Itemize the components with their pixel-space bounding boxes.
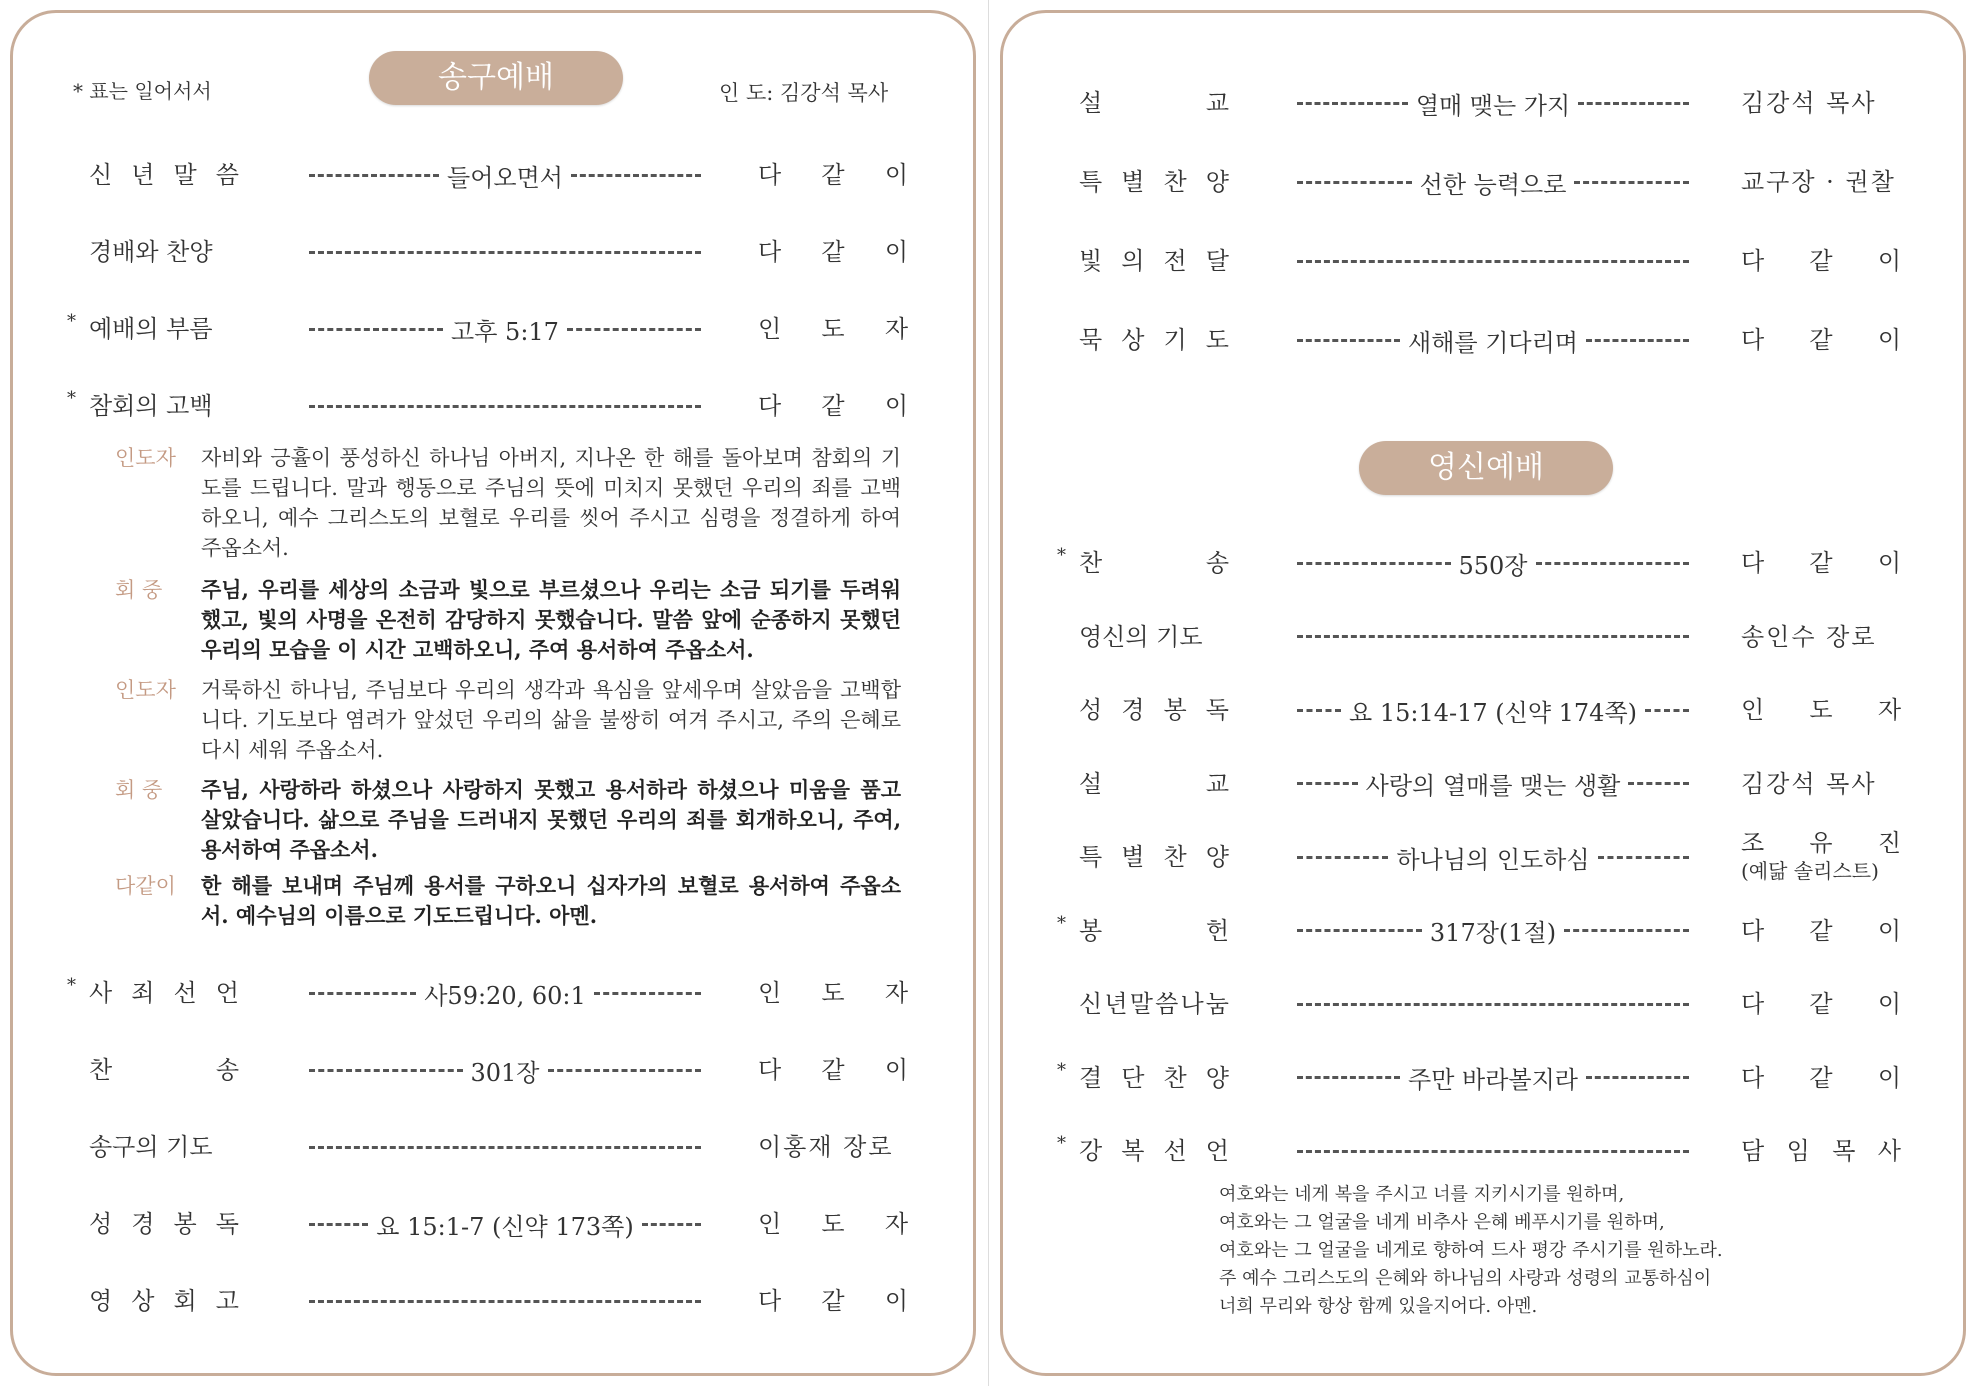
item-leader-line xyxy=(1297,909,1689,953)
item-leader-line xyxy=(309,1125,701,1169)
item-leader-line xyxy=(1297,835,1689,879)
right-row xyxy=(1003,318,1963,362)
section-title-songgu: 송구예배 xyxy=(369,51,623,105)
item-responsible: 조 유 진 (예닮 솔리스트) xyxy=(1741,829,1901,883)
response-speaker: 인도자 xyxy=(115,678,176,702)
item-responsible: 다 같 이 xyxy=(1741,549,1901,577)
item-title: 빛 의 전 달 xyxy=(1079,247,1229,275)
item-leader-line xyxy=(1297,81,1689,125)
item-responsible: 다 같 이 xyxy=(1741,326,1901,354)
item-responsible: 이홍재 장로 xyxy=(758,1133,894,1161)
item-title: 영신의 기도 xyxy=(1079,622,1203,651)
item-leader-line xyxy=(309,384,701,428)
standing-marker: * xyxy=(1057,912,1066,934)
item-title: 경배와 찬양 xyxy=(89,238,213,266)
response-speaker: 회 중 xyxy=(115,778,163,802)
item-detail: 열매 맺는 가지 xyxy=(1415,91,1571,120)
benediction-line: 너희 무리와 항상 함께 있을지어다. 아멘. xyxy=(1219,1296,1538,1317)
item-detail: 주만 바라볼지라 xyxy=(1408,1066,1578,1094)
item-leader-line xyxy=(1297,615,1689,659)
item-leader-line xyxy=(309,1279,701,1323)
section-title-yeongsin: 영신예배 xyxy=(1359,441,1613,495)
item-detail: 317장(1절) xyxy=(1429,919,1557,947)
item-leader-line xyxy=(1297,1129,1689,1173)
item-responsible: 인 도 자 xyxy=(1741,696,1901,724)
item-title: 찬 송 xyxy=(1079,549,1229,577)
item-responsible: 김강석 목사 xyxy=(1741,89,1877,117)
item-detail: 사59:20, 60:1 xyxy=(424,981,586,1010)
item-detail: 요 15:14-17 (신약 174쪽) xyxy=(1349,698,1637,727)
item-leader-line xyxy=(309,1048,701,1092)
left2-row xyxy=(13,1202,973,1246)
item-title: 성 경 봉 독 xyxy=(89,1210,239,1238)
right2-row xyxy=(1003,1129,1963,1173)
leader-label: 인 도: 김강석 목사 xyxy=(719,81,889,105)
item-leader-line xyxy=(1297,762,1689,806)
right2-row xyxy=(1003,615,1963,659)
right2-row xyxy=(1003,762,1963,806)
right2-row xyxy=(1003,829,1963,883)
response-text: 자비와 긍휼이 풍성하신 하나님 아버지, 지나온 한 해를 돌아보며 참회의 기도를 드립니다. 말과 행동으로 주님의 뜻에 미치지 못했던 우리의 죄를 고백하오니, 예수 그리스도의 보혈로 우리를 씻어 주시고 심령을 정결하게 하여 주옵소서. xyxy=(201,446,901,560)
item-title: 봉 헌 xyxy=(1079,916,1229,945)
item-title: 찬 송 xyxy=(89,1056,239,1084)
item-detail: 새해를 기다리며 xyxy=(1408,328,1578,357)
standing-marker: * xyxy=(1057,545,1066,566)
item-responsible: 다 같 이 xyxy=(1741,990,1901,1018)
item-responsible: 인 도 자 xyxy=(758,1210,908,1238)
item-responsible: 다 같 이 xyxy=(758,238,908,266)
standing-marker: * xyxy=(1057,1059,1066,1081)
right2-row xyxy=(1003,982,1963,1026)
item-responsible: 인 도 자 xyxy=(758,979,908,1007)
benediction-line: 여호와는 그 얼굴을 네게로 향하여 드사 평강 주시기를 원하노라. xyxy=(1219,1240,1723,1261)
right-row xyxy=(1003,239,1963,283)
item-title: 영 상 회 고 xyxy=(89,1287,239,1315)
item-leader-line xyxy=(309,230,701,274)
item-responsible: 다 같 이 xyxy=(758,1287,908,1315)
item-title: 성 경 봉 독 xyxy=(1079,696,1229,724)
item-title: 특 별 찬 양 xyxy=(1079,168,1229,196)
response-text: 한 해를 보내며 주님께 용서를 구하오니 십자가의 보혈로 용서하여 주옵소서. 예수님의 이름으로 기도드립니다. 아멘. xyxy=(201,873,901,928)
item-title: 신 년 말 씀 나 눔 xyxy=(1079,990,1229,1018)
response-speaker: 인도자 xyxy=(115,446,176,470)
response-text: 주님, 우리를 세상의 소금과 빛으로 부르셨으나 우리는 소금 되기를 두려워했고, 빛의 사명을 온전히 감당하지 못했습니다. 말씀 앞에 순종하지 못했던 우리의 모습을 이 시간 고백하오니, 주여 용서하여 주옵소서. xyxy=(201,577,901,662)
item-title: 강 복 선 언 xyxy=(1079,1137,1229,1165)
item-detail: 들어오면서 xyxy=(447,163,563,192)
item-detail: 301장 xyxy=(470,1058,540,1087)
left2-row xyxy=(13,1279,973,1323)
panel-yeongsin xyxy=(1000,10,1966,1376)
right2-row xyxy=(1003,541,1963,585)
item-leader-line xyxy=(1297,160,1689,204)
right-row xyxy=(1003,81,1963,125)
item-responsible: 김강석 목사 xyxy=(1741,769,1877,798)
right-row xyxy=(1003,160,1963,204)
item-detail: 요 15:1-7 (신약 173쪽) xyxy=(376,1212,634,1241)
item-responsible: 다 같 이 xyxy=(1741,1063,1901,1092)
item-detail: 550장 xyxy=(1458,551,1528,580)
left2-row xyxy=(13,1048,973,1092)
left-row xyxy=(13,384,973,428)
standing-marker: * xyxy=(67,388,76,409)
standing-marker: * xyxy=(67,311,76,332)
item-responsible: 인 도 자 xyxy=(758,315,908,343)
item-leader-line xyxy=(309,307,701,351)
item-detail: 하나님의 인도하심 xyxy=(1396,845,1590,874)
item-title: 사 죄 선 언 xyxy=(89,979,239,1007)
item-title: 신 년 말 씀 xyxy=(89,161,239,189)
benediction-text xyxy=(1219,1181,1723,1321)
left-row xyxy=(13,307,973,351)
response-speaker: 다같이 xyxy=(115,874,176,898)
item-leader-line xyxy=(1297,982,1689,1026)
item-leader-line xyxy=(1297,1056,1689,1100)
item-leader-line xyxy=(309,1202,701,1246)
right2-row xyxy=(1003,909,1963,953)
item-responsible: 다 같 이 xyxy=(1741,916,1901,945)
item-responsible: 다 같 이 xyxy=(758,161,908,189)
item-responsible: 다 같 이 xyxy=(1741,247,1901,275)
item-title: 묵 상 기 도 xyxy=(1079,326,1229,354)
item-responsible: 다 같 이 xyxy=(758,1056,908,1084)
item-title: 참회의 고백 xyxy=(89,392,213,420)
standing-note: * 표는 일어서서 xyxy=(73,79,212,103)
response-text: 거룩하신 하나님, 주님보다 우리의 생각과 욕심을 앞세우며 살았음을 고백합니다. 기도보다 염려가 앞섰던 우리의 삶을 불쌍히 여겨 주시고, 주의 은혜로 다시 세워 주옵소서. xyxy=(201,678,901,762)
item-title: 예배의 부름 xyxy=(89,315,213,343)
item-detail: 고후 5:17 xyxy=(451,317,559,346)
item-title: 설 교 xyxy=(1079,89,1229,117)
benediction-line: 여호와는 네게 복을 주시고 너를 지키시기를 원하며, xyxy=(1219,1184,1625,1205)
item-leader-line xyxy=(1297,688,1689,732)
item-responsible: 다 같 이 xyxy=(758,392,908,420)
right2-row xyxy=(1003,1056,1963,1100)
benediction-line: 여호와는 그 얼굴을 네게 비추사 은혜 베푸시기를 원하며, xyxy=(1219,1212,1665,1233)
item-detail: 선한 능력으로 xyxy=(1419,170,1567,199)
item-responsible: 교구장 · 권찰 xyxy=(1741,168,1896,196)
left-row xyxy=(13,153,973,197)
item-title: 송구의 기도 xyxy=(89,1133,213,1161)
page-divider xyxy=(988,0,989,1386)
benediction-line: 주 예수 그리스도의 은혜와 하나님의 사랑과 성령의 교통하심이 xyxy=(1219,1268,1712,1289)
left-row xyxy=(13,230,973,274)
left2-row xyxy=(13,971,973,1015)
item-title: 특 별 찬 양 xyxy=(1079,843,1229,871)
item-leader-line xyxy=(309,153,701,197)
response-text: 주님, 사랑하라 하셨으나 사랑하지 못했고 용서하라 하셨으나 미움을 품고 살았습니다. 삶으로 주님을 드러내지 못했던 우리의 죄를 회개하오니, 주여, 용서하여 주옵소서. xyxy=(201,777,901,862)
response-speaker: 회 중 xyxy=(115,578,163,602)
item-responsible: 송인수 장로 xyxy=(1741,622,1877,651)
item-title: 설 교 xyxy=(1079,769,1229,798)
item-title: 결 단 찬 양 xyxy=(1079,1063,1229,1092)
item-leader-line xyxy=(1297,541,1689,585)
item-leader-line xyxy=(1297,318,1689,362)
left2-row xyxy=(13,1125,973,1169)
right2-row xyxy=(1003,688,1963,732)
standing-marker: * xyxy=(1057,1133,1066,1154)
item-leader-line xyxy=(1297,239,1689,283)
item-responsible: 담 임 목 사 xyxy=(1741,1137,1901,1165)
item-leader-line xyxy=(309,971,701,1015)
panel-songgu xyxy=(10,10,976,1376)
item-detail: 사랑의 열매를 맺는 생활 xyxy=(1365,772,1621,800)
standing-marker: * xyxy=(67,975,76,996)
